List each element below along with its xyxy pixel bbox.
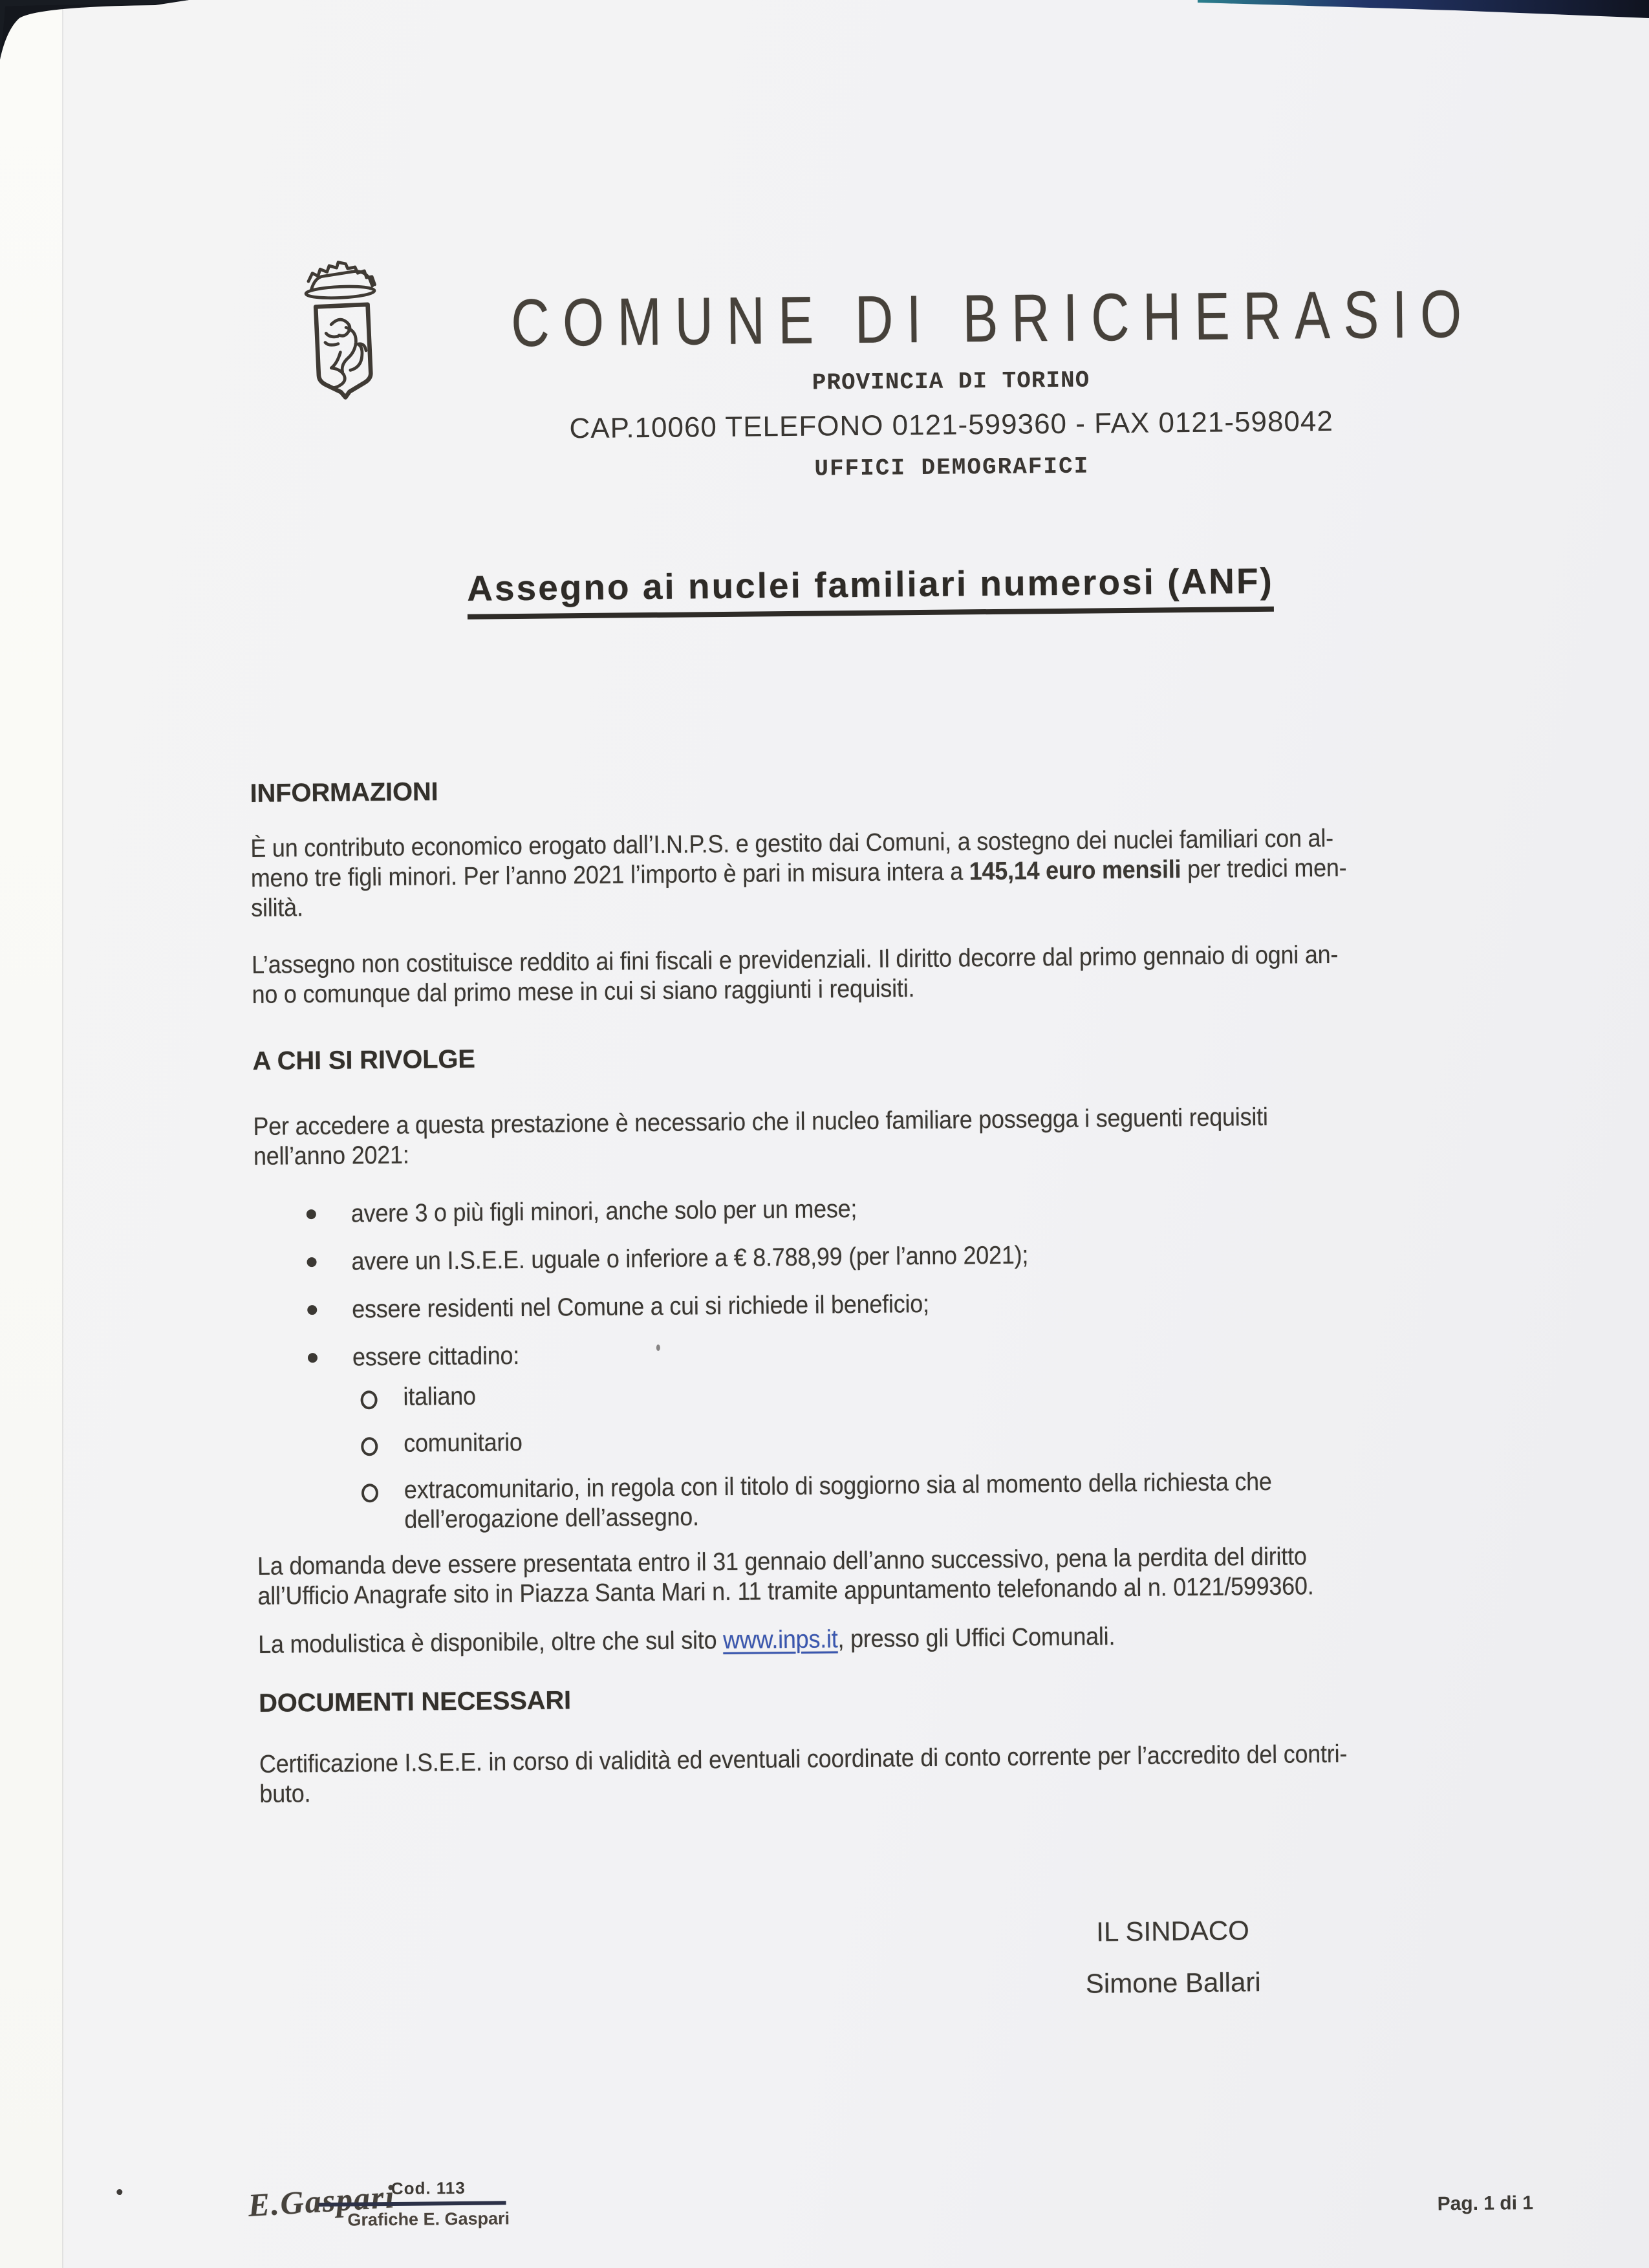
printer-code: Cod. 113 [391,2177,466,2199]
list-item: essere cittadino: [255,1332,1500,1373]
bullet-icon [307,1257,316,1267]
signature-block [1033,1915,1312,1999]
letterhead [394,275,1508,486]
paragraph-assegno: L’assegno non costituisce reddito ai fini fiscali e previdenziali. Il diritto decorre dal primo gennaio di ogni an- no o comunque dal primo mese in cui si siano raggiunti i requisiti. [251,940,1339,1009]
document-title: Assegno ai nuclei familiari numerosi (ANF) [467,560,1274,620]
province-line: PROVINCIA DI TORINO [812,367,1090,396]
printer-info [338,2177,519,2230]
list-item: avere 3 o più figli minori, anche solo per un mese; [254,1188,1499,1229]
paragraph-requisiti-intro: Per accedere a questa prestazione è necessario che il nucleo familiare possegga i seguenti requisiti nell’anno 2021: [253,1103,1268,1171]
contact-line: CAP.10060 TELEFONO 0121-599360 - FAX 0121-598042 [569,405,1334,445]
paragraph-certificazione: Certificazione I.S.E.E. in corso di validità ed eventuali coordinate di conto corrente per l’accredito del contri- buto. [259,1740,1348,1808]
municipality-name: COMUNE DI BRICHERASIO [510,276,1476,362]
section-heading-documenti: DOCUMENTI NECESSARI [258,1686,572,1718]
inps-link[interactable]: www.inps.it [722,1625,838,1655]
requisiti-list [254,1188,1500,1373]
printer-logo: E.Gaspari [246,2178,396,2224]
signature-name: Simone Ballari [1085,1967,1261,1999]
bullet-icon [307,1209,316,1219]
circle-bullet-icon [360,1390,377,1409]
coat-of-arms-icon [291,249,390,411]
list-item: essere residenti nel Comune a cui si richiede il beneficio; [255,1284,1500,1325]
amount-highlight: 145,14 euro mensili [969,856,1181,886]
section-heading-rivolge: A CHI SI RIVOLGE [252,1044,476,1075]
paragraph-contributo: È un contributo economico erogato dall’I.N.P.S. e gestito dai Comuni, a sostegno dei nuclei familiari con al- meno tre figli minori. Per l’anno 2021 l’importo è pari in misura intera a 145,14 euro mensili per tredici men- silità. [250,824,1347,922]
cittadino-sublist [255,1372,1502,1536]
paragraph-modulistica: La modulistica è disponibile, oltre che sul sito www.inps.it, presso gli Uffici Comunali. [258,1623,1116,1659]
list-item: comunitario [256,1418,1501,1460]
document-body [250,767,1504,1809]
bullet-icon [308,1353,318,1363]
bullet-icon [307,1305,317,1315]
section-heading-informazioni: INFORMAZIONI [250,777,438,808]
printer-name: Grafiche E. Gaspari [347,2209,510,2230]
scan-speck [656,1345,660,1351]
scan-speck [116,2189,122,2195]
page-number: Pag. 1 di 1 [1437,2192,1534,2215]
circle-bullet-icon [361,1484,378,1502]
signature-role: IL SINDACO [1096,1915,1250,1947]
list-item: italiano [255,1372,1500,1413]
paragraph-domanda: La domanda deve essere presentata entro il 31 gennaio dell’anno successivo, pena la perdita del diritto all’Ufficio Anagrafe sito in Piazza Santa Mari n. 11 tramite appuntamento telefonando al n. 0121/599360. [257,1542,1314,1610]
office-line: UFFICI DEMOGRAFICI [814,453,1090,482]
list-item: extracomunitario, in regola con il titolo di soggiorno sia al momento della richiesta che dell’erogazione dell’assegno. [257,1465,1502,1536]
list-item: avere un I.S.E.E. uguale o inferiore a € 8.788,99 (per l’anno 2021); [254,1236,1499,1277]
circle-bullet-icon [361,1437,378,1456]
